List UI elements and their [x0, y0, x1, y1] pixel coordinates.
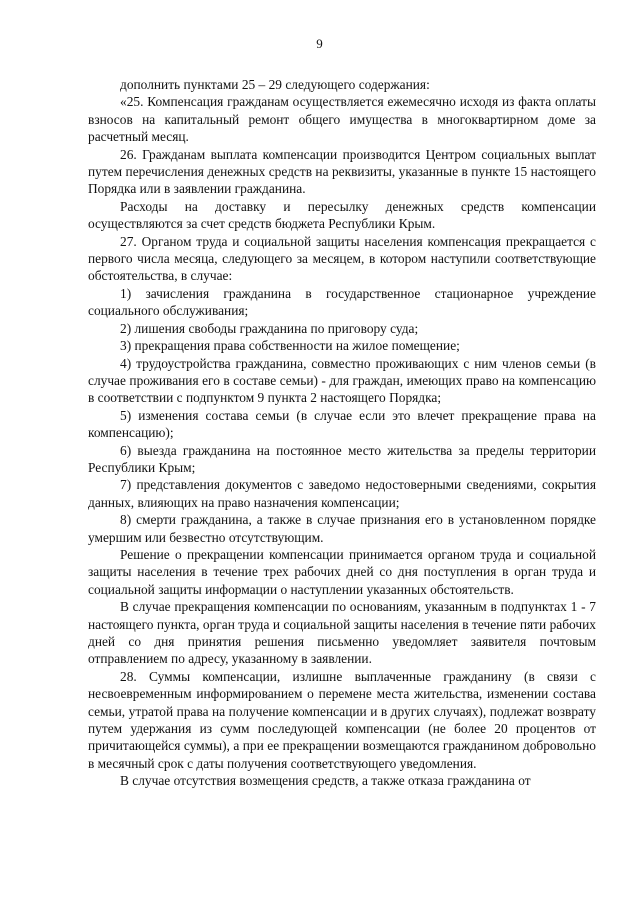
page-number: 9: [316, 36, 323, 51]
paragraph-item-27: 27. Органом труда и социальной защиты населения компенсация прекращается с первого числа месяца, следующего за месяцем, в котором наступили соответствующие обстоятельства, в случае:: [88, 233, 596, 284]
list-item-27-3: 3) прекращения права собственности на жилое помещение;: [120, 338, 460, 354]
paragraph-termination-decision: Решение о прекращении компенсации принимается органом труда и социальной защиты населения в течение трех рабочих дней со дня поступления в орган труда и социальной защиты информации о наступлении указанных обстоятельств.: [88, 546, 596, 597]
paragraph-item-28: 28. Суммы компенсации, излишне выплаченные гражданину (в связи с несвоевременным информированием о перемене места жительства, изменении состава семьи, утратой права на получение компенсации и в других случаях), подлежат возврату путем удержания из сумм последующей компенсации (не более 20 процентов от причитающейся суммы), а при ее прекращении возмещаются гражданином добровольно в месячный срок с даты получения соответствующего уведомления.: [88, 668, 596, 771]
paragraph-item-25: «25. Компенсация гражданам осуществляется ежемесячно исходя из факта оплаты взносов на капитальный ремонт общего имущества в многоквартирном доме за расчетный месяц.: [88, 94, 596, 145]
list-item-27-5: 5) изменения состава семьи (в случае если это влечет прекращение права на компенсацию);: [88, 407, 596, 441]
list-item-27-4: 4) трудоустройства гражданина, совместно проживающих с ним членов семьи (в случае проживания его в составе семьи) - для граждан, имеющих право на компенсацию в соответствии с подпунктом 9 пункта 2 настоящего Порядка;: [88, 355, 596, 406]
paragraph-intro: дополнить пунктами 25 – 29 следующего содержания:: [120, 77, 430, 92]
paragraph-item-26: 26. Гражданам выплата компенсации производится Центром социальных выплат путем перечисления денежных средств на реквизиты, указанные в пункте 15 настоящего Порядка или в заявлении гражданина.: [88, 146, 596, 197]
document-body: [88, 76, 596, 790]
list-item-27-6: 6) выезда гражданина на постоянное место жительства за пределы территории Республики Крым;: [88, 442, 596, 475]
paragraph-delivery-costs: Расходы на доставку и пересылку денежных средств компенсации осуществляются за счет средств бюджета Республики Крым.: [88, 198, 596, 232]
list-item-27-1: 1) зачисления гражданина в государственное стационарное учреждение социального обслуживания;: [88, 285, 596, 319]
list-item-27-2: 2) лишения свободы гражданина по приговору суда;: [120, 320, 419, 336]
paragraph-refund-absence: В случае отсутствия возмещения средств, а также отказа гражданина от: [120, 773, 531, 789]
paragraph-termination-notice: В случае прекращения компенсации по основаниям, указанным в подпунктах 1 - 7 настоящего пункта, орган труда и социальной защиты населения в течение пяти рабочих дней со дня принятия решения письменно уведомляет заявителя почтовым отправлением по адресу, указанному в заявлении.: [88, 599, 596, 667]
list-item-27-7: 7) представления документов с заведомо недостоверными сведениями, сокрытия данных, влияющих на право назначения компенсации;: [88, 477, 596, 510]
list-item-27-8: 8) смерти гражданина, а также в случае признания его в установленном порядке умершим или безвестно отсутствующим.: [88, 512, 596, 545]
